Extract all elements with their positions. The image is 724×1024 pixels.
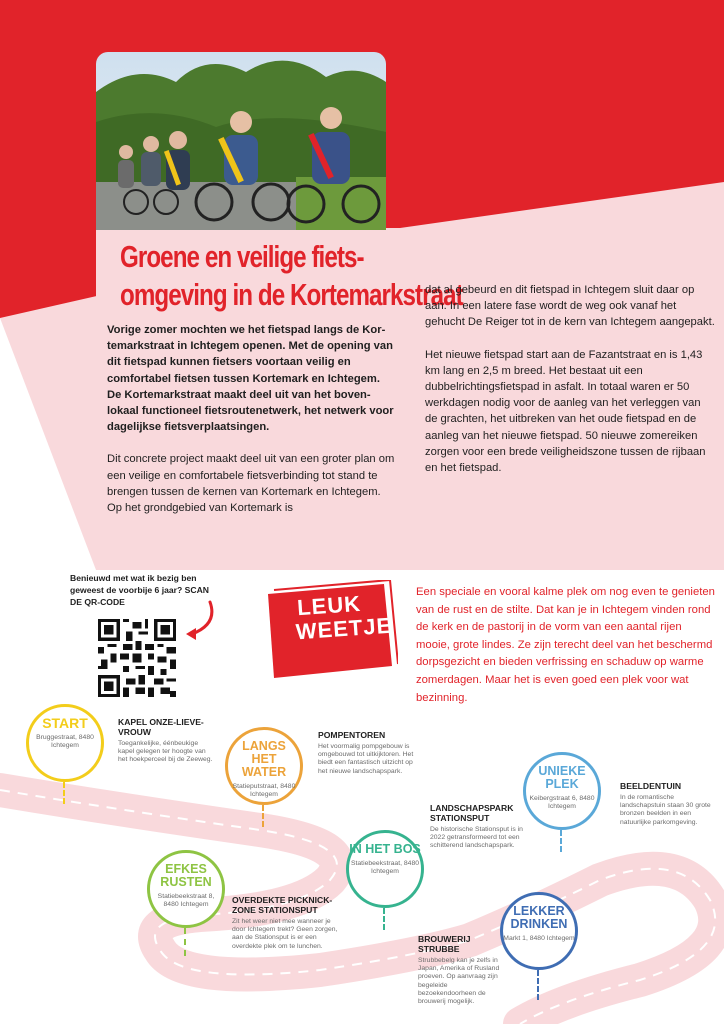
stop-langs-het-water-address: Statieputstraat, 8480 Ichtegem — [232, 783, 296, 798]
stop-efkes-rusten-stem — [184, 928, 188, 956]
sight-kapel — [118, 717, 216, 765]
sight-pompentoren-title: POMPENTOREN — [318, 730, 386, 740]
leuk-weetje-label — [293, 590, 393, 645]
sight-landschapspark-text: De historische Stationsput is in 2022 getransformeerd tot een schitterend landschapspark. — [430, 826, 523, 850]
article-column-left — [107, 322, 397, 532]
stop-start-title: START — [42, 715, 88, 731]
leuk-weetje-line-2: WEETJE — [295, 612, 393, 645]
stop-unieke-plek[interactable] — [523, 752, 601, 830]
article-paragraph-2: dat al gebeurd en dit fietspad in Ichtegem sluit daar op aan. In een latere fase wordt de weg ook vanaf het gehucht De Reiger tot in de kern van Ichtegem aangepakt. — [425, 284, 715, 329]
title-line-2: omgeving in de Kortemarkstraat — [120, 277, 463, 312]
stop-langs-het-water-stem — [262, 805, 266, 827]
stop-in-het-bos-stem — [383, 908, 387, 930]
qr-code[interactable] — [98, 619, 176, 697]
sight-landschapspark-title: LANDSCHAPSPARK STATIONSPUT — [430, 803, 514, 823]
sight-picknickzone-title: OVERDEKTE PICKNICKZONE STATIONSPUT — [232, 895, 333, 915]
qr-caption: Benieuwd met wat ik bezig ben geweest de voorbije 6 jaar? SCAN DE QR-CODE — [70, 573, 209, 607]
stop-lekker-drinken-title: LEKKER DRINKEN — [510, 904, 568, 931]
sight-pompentoren — [318, 730, 418, 776]
stop-lekker-drinken-address: Markt 1, 8480 Ichtegem — [503, 935, 575, 942]
sight-pompentoren-text: Het voormalig pompgebouw is omgebouwd tot uitkijktoren. Het biedt een fantastisch uitzicht op het nieuwe landschapspark. — [318, 743, 414, 775]
stop-start-address: Bruggestraat, 8480 Ichtegem — [36, 734, 94, 749]
sight-brouwerij — [418, 934, 500, 1006]
stop-start[interactable] — [26, 704, 104, 782]
leuk-weetje-line-1: LEUK — [296, 590, 362, 621]
stop-unieke-plek-title: UNIEKE PLEK — [538, 764, 586, 791]
stop-lekker-drinken-stem — [537, 970, 541, 1000]
sight-brouwerij-title: BROUWERIJ STRUBBE — [418, 934, 471, 954]
article-column-right — [425, 282, 715, 492]
stop-efkes-rusten-title: EFKES RUSTEN — [160, 862, 212, 889]
stop-unieke-plek-address: Keibergstraat 6, 8480 Ichtegem — [529, 795, 595, 810]
leuk-weetje-text: Een speciale en vooral kalme plek om nog even te genieten van de rust en de stilte. Dat kan je in Ichtegem vinden rond de kerk en de pastorij in de vorm van een aantal rijen mooie, grote lindes. Ze zijn terecht deel van het beschermd dorpsgezicht en bieden verfrissing en schaduw op warme zomerdagen. Maar het is even goed een plek voor wat bezinning. — [416, 586, 715, 704]
article-paragraph-1: Dit concrete project maakt deel uit van een groter plan om een veilige en comfortabele fietsverbinding tot stand te brengen tussen de kernen van Kortemark en Ichtegem. Op het grondgebied van Kortemark is — [107, 453, 395, 515]
stop-efkes-rusten[interactable] — [147, 850, 225, 928]
sight-beeldentuin-title: BEELDENTUIN — [620, 781, 682, 791]
article-photo — [96, 52, 386, 230]
stop-in-het-bos-title: IN HET BOS — [349, 842, 421, 856]
stop-unieke-plek-stem — [560, 830, 564, 852]
stop-in-het-bos-address: Statiebeekstraat, 8480 Ichtegem — [350, 860, 419, 875]
article-paragraph-3: Het nieuwe fietspad start aan de Fazantstraat en is 1,43 km lang en 2,5 m breed. Het bestaat uit een dubbelrichtingsfietspad in asfalt. In totaal waren er 50 werkdagen nodig voor de aanleg van het verleggen van de grachten, het uitbreken van het oude fietspad en de aanleg van het nieuwe fietspad. 50 nieuwe zomereiken zorgen voor een brede veiligheidszone tussen de rijbaan en het fietspad. — [425, 348, 706, 475]
cyclists-photo — [96, 52, 386, 230]
stop-lekker-drinken[interactable] — [500, 892, 578, 970]
article-title — [120, 238, 463, 314]
stop-efkes-rusten-address: Statiebeekstraat 8, 8480 Ichtegem — [157, 893, 215, 908]
stop-langs-het-water-title: LANGS HET WATER — [241, 739, 287, 779]
sight-kapel-text: Toegankelijke, éénbeukige kapel gelegen ter hoogte van het hoekperceel bij de Zeeweg. — [118, 740, 213, 764]
sight-picknickzone — [232, 895, 342, 951]
sight-landschapspark — [430, 803, 525, 851]
sight-kapel-title: KAPEL ONZE-LIEVE-VROUW — [118, 717, 204, 737]
stop-langs-het-water[interactable] — [225, 727, 303, 805]
article-lead: Vorige zomer mochten we het fietspad langs de Kortemarkstraat in Ichtegem openen. Met de opening van dit fietspad kunnen fietsers voortaan veilig en comfortabel fietsen tussen Kortemark en Ichtegem. De Kortemarkstraat maakt deel uit van het bovenlokaal functioneel fietsroutenetwerk, het netwerk voor dagelijkse fietsverplaatsingen. — [107, 324, 394, 434]
sight-beeldentuin-text: In de romantische landschapstuin staan 30 grote bronzen beelden in een natuurlijke parkomgeving. — [620, 794, 711, 826]
title-line-1: Groene en veilige fiets- — [120, 239, 364, 274]
stop-in-het-bos[interactable] — [346, 830, 424, 908]
sight-picknickzone-text: Zit het weer niet mee wanneer je door Ichtegem trekt? Geen zorgen, aan de Stationsput is er een overdekte plek om te lunchen. — [232, 918, 338, 950]
sight-brouwerij-text: Strubbebelg kan je zelfs in Japan, Amerika of Rusland proeven. Op aanvraag zijn begeleide bezoekendoorheen de brouwerij mogelijk. — [418, 957, 500, 1006]
sight-beeldentuin — [620, 781, 715, 827]
stop-start-stem — [63, 782, 67, 804]
curved-arrow-icon — [178, 598, 218, 644]
